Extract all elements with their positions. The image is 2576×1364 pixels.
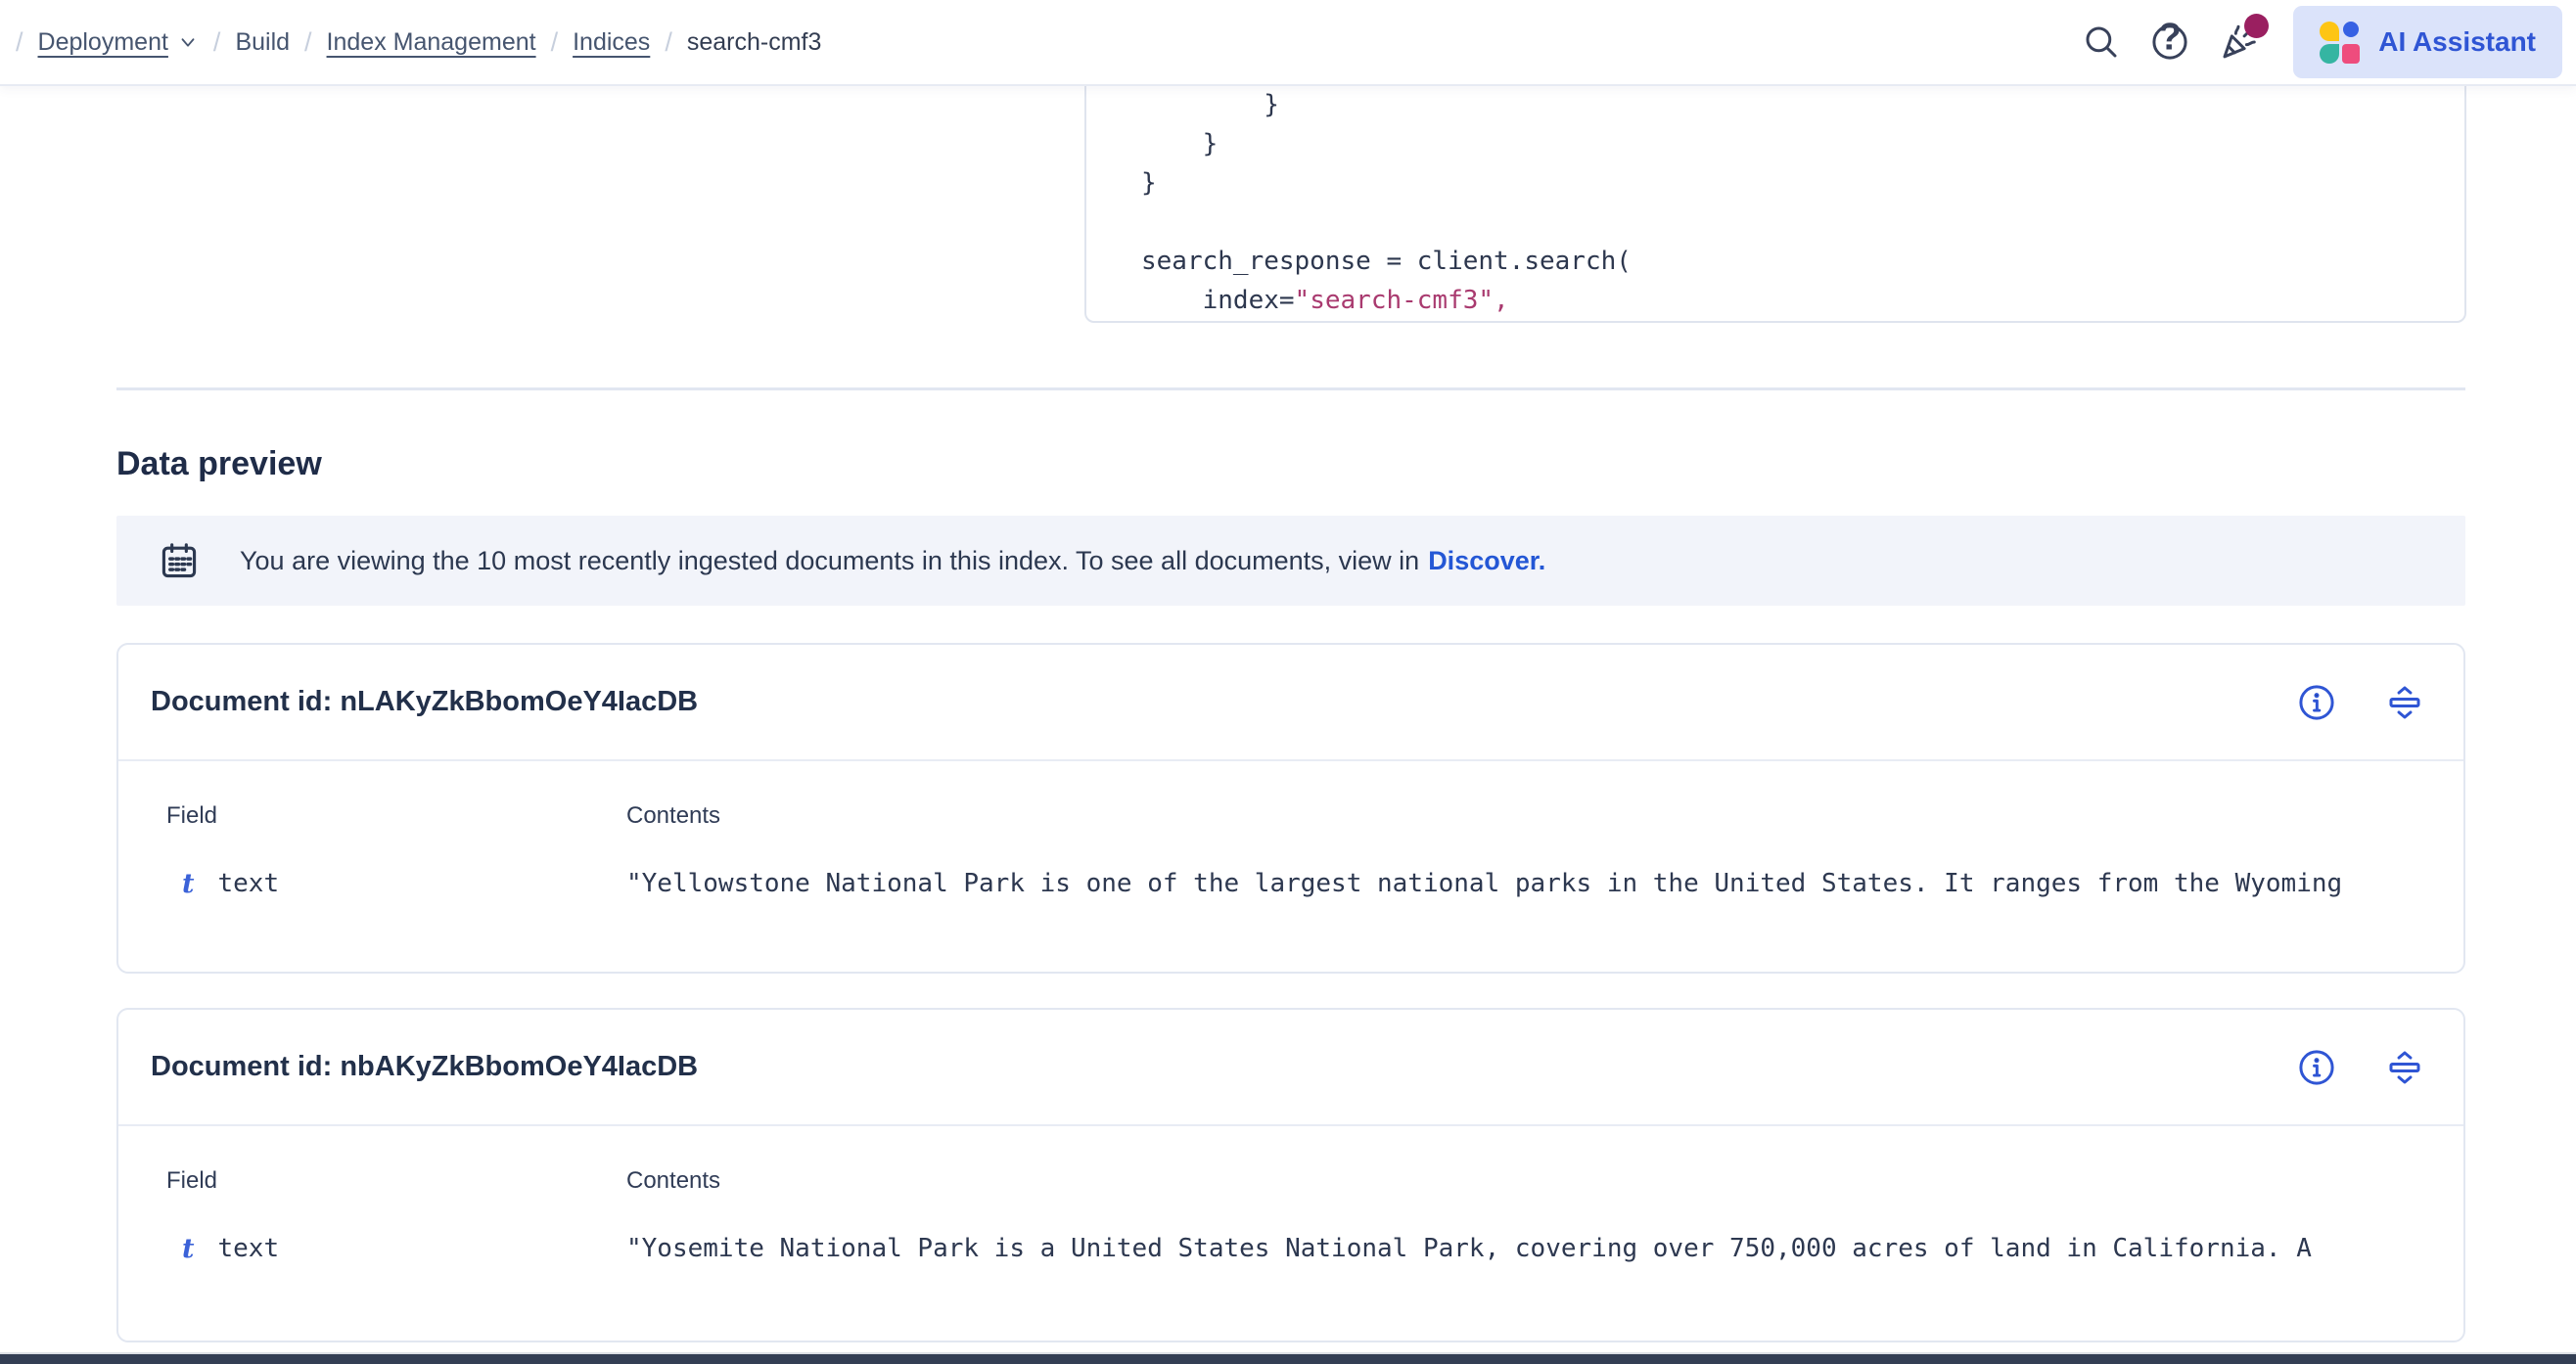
text-field-type-icon: t xyxy=(182,868,195,899)
help-icon xyxy=(2149,22,2190,63)
field-name: text xyxy=(217,869,280,898)
document-info-button[interactable] xyxy=(2295,681,2338,724)
notification-badge-dot xyxy=(2244,14,2269,38)
expand-rows-icon xyxy=(2384,1047,2425,1088)
breadcrumb-item-build: Build xyxy=(235,27,291,56)
document-fields-table xyxy=(118,1126,2463,1263)
data-preview-title: Data preview xyxy=(116,445,322,482)
discover-link[interactable]: Discover. xyxy=(1428,545,1546,575)
table-header-row xyxy=(166,802,2446,830)
info-icon xyxy=(2296,682,2337,723)
document-card-actions xyxy=(2295,1046,2426,1089)
field-name: text xyxy=(217,1234,280,1263)
header-actions xyxy=(2072,6,2562,78)
field-cell xyxy=(166,1234,626,1263)
code-line: } xyxy=(1141,129,1219,159)
info-icon xyxy=(2296,1047,2337,1088)
search-icon xyxy=(2081,22,2122,63)
document-expand-button[interactable] xyxy=(2383,681,2426,724)
document-expand-button[interactable] xyxy=(2383,1046,2426,1089)
table-row xyxy=(166,869,2446,898)
code-line: search_response = client.search( xyxy=(1141,247,1632,276)
breadcrumb-separator: / xyxy=(16,26,23,57)
help-button[interactable] xyxy=(2140,13,2199,71)
code-line: } xyxy=(1141,90,1279,119)
code-line: index="search-cmf3", xyxy=(1141,286,1509,315)
breadcrumb-label: Deployment xyxy=(37,27,168,56)
search-button[interactable] xyxy=(2072,13,2131,71)
ai-assistant-button[interactable] xyxy=(2293,6,2562,78)
calendar-icon xyxy=(158,539,201,582)
field-cell xyxy=(166,869,626,898)
contents-cell: "Yellowstone National Park is one of the largest national parks in the United States. It ranges from the Wyoming xyxy=(626,869,2343,898)
text-field-type-icon: t xyxy=(182,1233,195,1264)
document-card xyxy=(116,1008,2465,1342)
callout-text: You are viewing the 10 most recently ingested documents in this index. To see all documents, view in xyxy=(240,545,1420,575)
document-info-button[interactable] xyxy=(2295,1046,2338,1089)
document-id-title: Document id: nLAKyZkBbomOeY4IacDB xyxy=(151,686,699,717)
elastic-logo-icon xyxy=(2320,22,2362,64)
breadcrumb-separator: / xyxy=(665,26,672,57)
table-header-row xyxy=(166,1167,2446,1195)
ai-assistant-label: AI Assistant xyxy=(2378,26,2536,57)
section-divider xyxy=(116,387,2465,390)
chevron-down-icon xyxy=(177,31,199,53)
top-header-bar xyxy=(0,0,2576,86)
breadcrumb-item-index-management[interactable]: Index Management xyxy=(326,27,536,56)
code-line xyxy=(1141,203,2464,242)
breadcrumb-item-current-index: search-cmf3 xyxy=(686,27,822,56)
document-card-header xyxy=(118,645,2463,761)
bottom-window-edge-bar xyxy=(0,1354,2576,1364)
breadcrumb-separator: / xyxy=(550,26,559,57)
document-fields-table xyxy=(118,761,2463,898)
whats-new-button[interactable] xyxy=(2209,13,2268,71)
breadcrumb-item-deployment[interactable] xyxy=(38,28,199,57)
breadcrumb-separator: / xyxy=(212,26,221,57)
document-id-title: Document id: nbAKyZkBbomOeY4IacDB xyxy=(151,1051,699,1082)
expand-rows-icon xyxy=(2384,682,2425,723)
breadcrumb-separator: / xyxy=(304,26,312,57)
code-line: } xyxy=(1141,168,1157,198)
breadcrumb xyxy=(16,27,821,58)
help-glyph: ? xyxy=(2158,22,2182,59)
contents-cell: "Yosemite National Park is a United States National Park, covering over 750,000 acres of land in California. A xyxy=(626,1234,2312,1263)
field-column-header: Field xyxy=(166,1167,218,1194)
contents-column-header: Contents xyxy=(626,802,721,829)
table-row xyxy=(166,1234,2446,1263)
document-card xyxy=(116,643,2465,974)
data-preview-callout xyxy=(116,516,2465,606)
code-string-literal: "search-cmf3", xyxy=(1294,286,1509,315)
breadcrumb-item-indices[interactable]: Indices xyxy=(573,27,651,56)
document-card-header xyxy=(118,1010,2463,1126)
field-column-header: Field xyxy=(166,802,218,829)
document-card-actions xyxy=(2295,681,2426,724)
contents-column-header: Contents xyxy=(626,1167,721,1194)
